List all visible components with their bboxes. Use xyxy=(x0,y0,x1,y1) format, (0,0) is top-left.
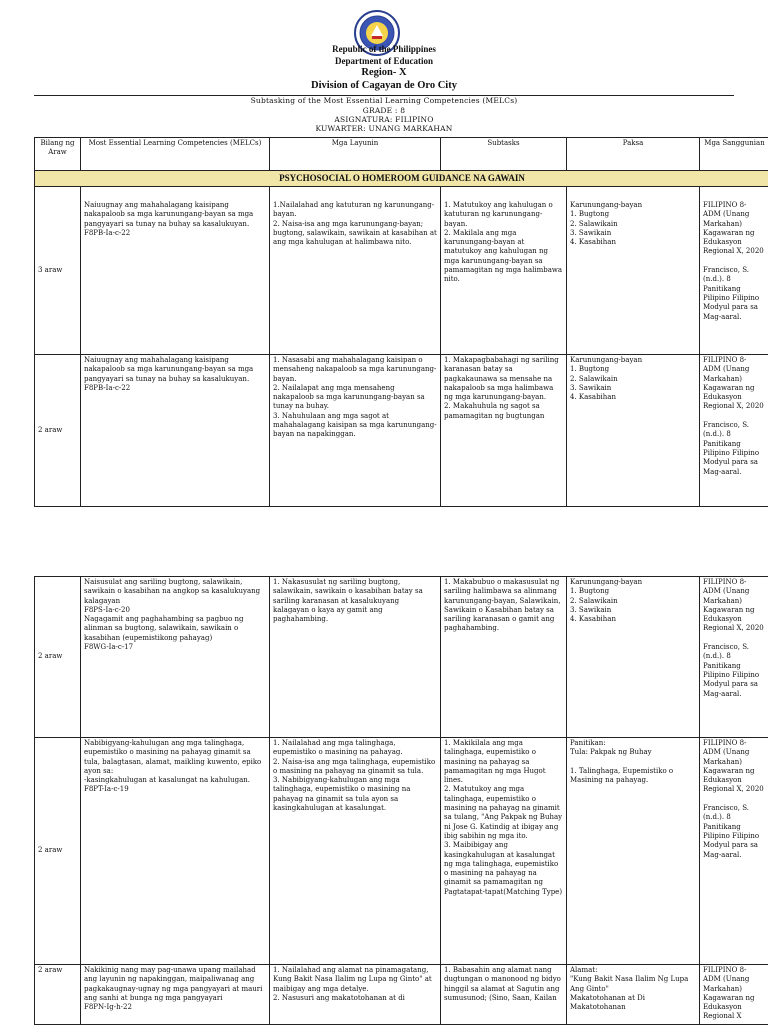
sanggunian-cell: FILIPINO 8- ADM (Unang Markahan) Kagawaran ng Edukasyon Regional X xyxy=(700,965,768,1025)
melc-cell: Nakikinig nang may pag-unawa upang mailahad ang layunin ng napakinggan, maipaliwanag ang pagkakaugnay-ugnay ng mga pangyayari at mauri ang sanhi at bunga ng mga pangyayari F8PN-Ig-h-22 xyxy=(81,965,270,1025)
layunin-cell: 1. Nailalahad ang alamat na pinamagatang, Kung Bakit Nasa Ilalim ng Lupa ng Ginto" at maibigay ang mga detalye. 2. Nasusuri ang makatotohanan at di xyxy=(270,965,441,1025)
header-republic: Republic of the Philippines xyxy=(0,44,768,54)
column-header: Mga Sanggunian xyxy=(700,138,768,171)
paksa-cell: Karunungang-bayan 1. Bugtong 2. Salawikain 3. Sawikain 4. Kasabihan xyxy=(567,355,700,507)
document-title: Subtasking of the Most Essential Learning Competencies (MELCs) xyxy=(0,96,768,105)
subtasks-cell: 1. Makapagbabahagi ng sariling karanasan batay sa pagkakaunawa sa mensahe na nakapaloob sa mga halimbawa ng mga karunungang-bayan. 2. Makahuhula ng sagot sa pamamagitan ng bugtungan xyxy=(441,355,567,507)
header-department: Department of Education xyxy=(0,56,768,66)
column-header: Bilang ng Araw xyxy=(35,138,81,171)
days-cell: 3 araw xyxy=(35,187,81,355)
melc-cell: Naiuugnay ang mahahalagang kaisipang nakapaloob sa mga karunungang-bayan sa mga pangyayari sa tunay na buhay sa kasalukuyan. F8PB-Ia-c-22 xyxy=(81,355,270,507)
grade-label: GRADE : 8 xyxy=(0,106,768,115)
subtasks-cell: 1. Babasahin ang alamat nang dugtungan o manonood ng bidyo hinggil sa alamat at Sagutin ang sumusunod; (Sino, Saan, Kailan xyxy=(441,965,567,1025)
days-cell: 2 araw xyxy=(35,577,81,738)
column-header: Mga Layunin xyxy=(270,138,441,171)
banner-row xyxy=(35,171,768,187)
layunin-cell: 1.Nailalahad ang katuturan ng karunungang-bayan. 2. Naisa-isa ang mga karunungang-bayan; bugtong, salawikain, sawikain at kasabihan at ang mga kahulugan at halimbawa nito. xyxy=(270,187,441,355)
header-region: Region- X xyxy=(0,67,768,78)
days-cell: 2 araw xyxy=(35,965,81,1025)
table-row xyxy=(35,577,768,738)
table-header-row xyxy=(35,138,768,171)
layunin-cell: 1. Nakasusulat ng sariling bugtong, salawikain, sawikain o kasabihan batay sa sariling karanasan at kasalukuyang kalagayan o kaya ay gamit ang paghahambing. xyxy=(270,577,441,738)
paksa-cell: Alamat: "Kung Bakit Nasa Ilalim Ng Lupa Ang Ginto" Makatotohanan at Di Makatotohanan xyxy=(567,965,700,1025)
table-row xyxy=(35,965,768,1025)
sanggunian-cell: FILIPINO 8- ADM (Unang Markahan) Kagawaran ng Edukasyon Regional X, 2020 Francisco, S. (n.d.). 8 Panitikang Pilipino Filipino Modyul para sa Mag-aaral. xyxy=(700,577,768,738)
header-division: Division of Cagayan de Oro City xyxy=(0,80,768,91)
melc-table-page2 xyxy=(34,576,768,1025)
days-cell: 2 araw xyxy=(35,738,81,965)
melc-table-page1 xyxy=(34,137,768,507)
sanggunian-cell: FILIPINO 8- ADM (Unang Markahan) Kagawaran ng Edukasyon Regional X, 2020 Francisco, S. (n.d.). 8 Panitikang Pilipino Filipino Modyul para sa Mag-aaral. xyxy=(700,738,768,965)
layunin-cell: 1. Nasasabi ang mahahalagang kaisipan o mensaheng nakapaloob sa mga karunungang-bayan. 2. Nailalapat ang mga mensaheng nakapaloob sa mga karunungang-bayan sa tunay na buhay. 3. Nahuhulaan ang mga sagot at mahahalagang kaisipan sa mga karunungang-bayan na napakinggan. xyxy=(270,355,441,507)
paksa-cell: Karunungang-bayan 1. Bugtong 2. Salawikain 3. Sawikain 4. Kasabihan xyxy=(567,187,700,355)
table-row xyxy=(35,738,768,965)
subtasks-cell: 1. Matutukoy ang kahulugan o katuturan ng karunungang-bayan. 2. Makilala ang mga karunungang-bayan at matutukoy ang kahulugan ng mga karunungang-bayan sa pamamagitan ng mga halimbawa nito. xyxy=(441,187,567,355)
layunin-cell: 1. Nailalahad ang mga talinghaga, eupemistiko o masining na pahayag. 2. Naisa-isa ang mga talinghaga, eupemistiko o masining na pahayag na ginamit sa tula. 3. Nabibigyang-kahulugan ang mga talinghaga, eupemistiko o masining na pahayag na ginamit sa tula ayon sa kasingkahulugan at kasalungat. xyxy=(270,738,441,965)
subtasks-cell: 1. Makikilala ang mga talinghaga, eupemistiko o masining na pahayag sa pamamagitan ng mga Hugot lines. 2. Matutukoy ang mga talinghaga, eupemistiko o masining na pahayag na ginamit sa tulang, "Ang Pakpak ng Buhay ni Jose G. Katindig at ibigay ang ibig sabihin ng mga ito. 3. Maibibigay ang kasingkahulugan at kasalungat ng mga talinghaga, eupemistiko o masining na pahayag na ginamit sa pamamagitan ng Pagtatapat-tapat(Matching Type) xyxy=(441,738,567,965)
quarter-label: KUWARTER: UNANG MARKAHAN xyxy=(0,124,768,133)
banner-psychosocial: PSYCHOSOCIAL O HOMEROOM GUIDANCE NA GAWAIN xyxy=(35,171,768,187)
melc-cell: Naiuugnay ang mahahalagang kaisipang nakapaloob sa mga karunungang-bayan sa mga pangyayari sa tunay na buhay sa kasalukuyan. F8PB-Ia-c-22 xyxy=(81,187,270,355)
melc-cell: Nabibigyang-kahulugan ang mga talinghaga, eupemistiko o masining na pahayag ginamit sa tula, balagtasan, alamat, maikling kuwento, epiko ayon sa: -kasingkahulugan at kasalungat na kahulugan. F8PT-Ia-c-19 xyxy=(81,738,270,965)
table-row xyxy=(35,355,768,507)
paksa-cell: Karunungang-bayan 1. Bugtong 2. Salawikain 3. Sawikain 4. Kasabihan xyxy=(567,577,700,738)
subject-label: ASIGNATURA: FILIPINO xyxy=(0,115,768,124)
sanggunian-cell: FILIPINO 8- ADM (Unang Markahan) Kagawaran ng Edukasyon Regional X, 2020 Francisco, S. (n.d.). 8 Panitikang Pilipino Filipino Modyul para sa Mag-aaral. xyxy=(700,355,768,507)
melc-cell: Naisusulat ang sariling bugtong, salawikain, sawikain o kasabihan na angkop sa kasalukuyang kalagayan F8PS-Ia-c-20 Nagagamit ang paghahambing sa pagbuo ng alinman sa bugtong, salawikain, sawikain o kasabihan (eupemistikong pahayag) F8WG-Ia-c-17 xyxy=(81,577,270,738)
column-header: Most Essential Learning Competencies (MELCs) xyxy=(81,138,270,171)
sanggunian-cell: FILIPINO 8- ADM (Unang Markahan) Kagawaran ng Edukasyon Regional X, 2020 Francisco, S. (n.d.). 8 Panitikang Pilipino Filipino Modyul para sa Mag-aaral. xyxy=(700,187,768,355)
subtasks-cell: 1. Makabubuo o makasusulat ng sariling halimbawa sa alinmang karunungang-bayan, Salawikain, Sawikain o Kasabihan batay sa sariling karanasan o gamit ang paghahambing. xyxy=(441,577,567,738)
column-header: Paksa xyxy=(567,138,700,171)
table-row xyxy=(35,187,768,355)
days-cell: 2 araw xyxy=(35,355,81,507)
column-header: Subtasks xyxy=(441,138,567,171)
paksa-cell: Panitikan: Tula: Pakpak ng Buhay 1. Talinghaga, Eupemistiko o Masining na pahayag. xyxy=(567,738,700,965)
